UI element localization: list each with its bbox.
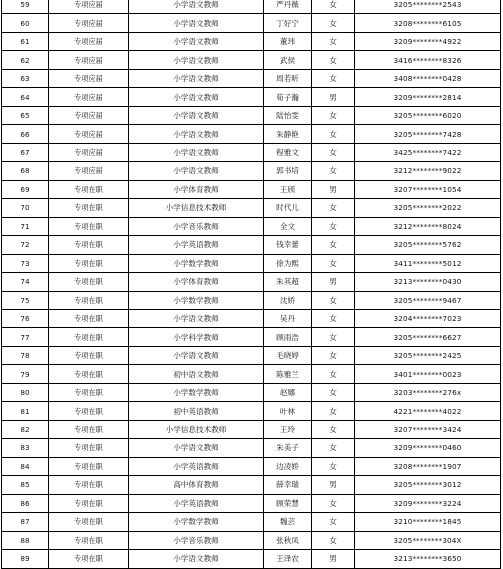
category-cell: 专项在职 [49, 494, 129, 512]
table-row [2, 69, 501, 87]
gender-cell: 女 [312, 143, 355, 161]
id-number-cell: 3205********6020 [355, 106, 501, 124]
table-row [2, 199, 501, 217]
id-number-cell: 3408********0428 [355, 69, 501, 87]
id-number-cell: 3205********9467 [355, 291, 501, 309]
id-number-cell: 3209********4922 [355, 32, 501, 50]
candidate-table [1, 0, 501, 569]
name-cell: 毛晓婷 [264, 346, 312, 364]
position-cell: 小学信息技术教师 [129, 420, 264, 438]
position-cell: 初中语文教师 [129, 365, 264, 383]
table-row [2, 420, 501, 438]
name-cell: 边凌娇 [264, 457, 312, 475]
name-cell: 朱其超 [264, 273, 312, 291]
row-number: 65 [2, 106, 49, 124]
id-number-cell: 3401********0023 [355, 365, 501, 383]
id-number-cell: 3205********6627 [355, 328, 501, 346]
row-number: 60 [2, 14, 49, 32]
position-cell: 小学英语教师 [129, 494, 264, 512]
position-cell: 小学语文教师 [129, 32, 264, 50]
gender-cell: 女 [312, 494, 355, 512]
table-row [2, 328, 501, 346]
id-number-cell: 3205********3012 [355, 476, 501, 494]
gender-cell: 女 [312, 346, 355, 364]
row-number: 64 [2, 88, 49, 106]
gender-cell: 女 [312, 125, 355, 143]
table-row [2, 88, 501, 106]
gender-cell: 女 [312, 106, 355, 124]
gender-cell: 女 [312, 51, 355, 69]
name-cell: 张秋凤 [264, 531, 312, 549]
id-number-cell: 3212********9022 [355, 162, 501, 180]
name-cell: 顾荣慧 [264, 494, 312, 512]
name-cell: 严丹薇 [264, 0, 312, 14]
table-row [2, 125, 501, 143]
position-cell: 小学语文教师 [129, 14, 264, 32]
name-cell: 王颀 [264, 180, 312, 198]
gender-cell: 女 [312, 254, 355, 272]
position-cell: 小学语文教师 [129, 106, 264, 124]
gender-cell: 女 [312, 309, 355, 327]
name-cell: 董玮 [264, 32, 312, 50]
table-row [2, 254, 501, 272]
name-cell: 徐为熙 [264, 254, 312, 272]
id-number-cell: 3205********2543 [355, 0, 501, 14]
name-cell: 叶林 [264, 402, 312, 420]
gender-cell: 女 [312, 199, 355, 217]
name-cell: 郭书培 [264, 162, 312, 180]
id-number-cell: 3209********0460 [355, 439, 501, 457]
gender-cell: 女 [312, 531, 355, 549]
row-number: 79 [2, 365, 49, 383]
category-cell: 专项在职 [49, 199, 129, 217]
gender-cell: 男 [312, 476, 355, 494]
category-cell: 专项在职 [49, 346, 129, 364]
id-number-cell: 3425********7422 [355, 143, 501, 161]
position-cell: 小学数学教师 [129, 383, 264, 401]
category-cell: 专项在职 [49, 309, 129, 327]
table-row [2, 51, 501, 69]
row-number: 85 [2, 476, 49, 494]
gender-cell: 男 [312, 550, 355, 568]
category-cell: 专项在职 [49, 402, 129, 420]
row-number: 87 [2, 513, 49, 531]
gender-cell: 女 [312, 365, 355, 383]
position-cell: 小学语文教师 [129, 51, 264, 69]
table-row [2, 550, 501, 568]
name-cell: 薛幸瑞 [264, 476, 312, 494]
id-number-cell: 3210********1845 [355, 513, 501, 531]
name-cell: 朱静艳 [264, 125, 312, 143]
name-cell: 全文 [264, 217, 312, 235]
name-cell: 朱美子 [264, 439, 312, 457]
category-cell: 专项在职 [49, 236, 129, 254]
row-number: 86 [2, 494, 49, 512]
category-cell: 专项在职 [49, 457, 129, 475]
table-row [2, 457, 501, 475]
position-cell: 小学数学教师 [129, 254, 264, 272]
table-row [2, 531, 501, 549]
table-row [2, 0, 501, 14]
table-row [2, 32, 501, 50]
gender-cell: 女 [312, 32, 355, 50]
position-cell: 小学英语教师 [129, 457, 264, 475]
id-number-cell: 3207********3424 [355, 420, 501, 438]
category-cell: 专项应届 [49, 14, 129, 32]
table-row [2, 346, 501, 364]
category-cell: 专项在职 [49, 180, 129, 198]
position-cell: 小学英语教师 [129, 236, 264, 254]
table-row [2, 273, 501, 291]
id-number-cell: 3411********5012 [355, 254, 501, 272]
table-row [2, 14, 501, 32]
table-row [2, 106, 501, 124]
row-number: 61 [2, 32, 49, 50]
gender-cell: 男 [312, 273, 355, 291]
row-number: 84 [2, 457, 49, 475]
id-number-cell: 3209********3224 [355, 494, 501, 512]
gender-cell: 女 [312, 402, 355, 420]
category-cell: 专项在职 [49, 476, 129, 494]
table-row [2, 236, 501, 254]
table-row [2, 476, 501, 494]
table-row [2, 383, 501, 401]
name-cell: 时代儿 [264, 199, 312, 217]
position-cell: 小学科学教师 [129, 328, 264, 346]
name-cell: 程雅文 [264, 143, 312, 161]
category-cell: 专项在职 [49, 383, 129, 401]
id-number-cell: 3212********8024 [355, 217, 501, 235]
gender-cell: 女 [312, 236, 355, 254]
name-cell: 陆怡雯 [264, 106, 312, 124]
category-cell: 专项应届 [49, 32, 129, 50]
row-number: 67 [2, 143, 49, 161]
row-number: 72 [2, 236, 49, 254]
table-row [2, 513, 501, 531]
name-cell: 魏芸 [264, 513, 312, 531]
position-cell: 小学语文教师 [129, 69, 264, 87]
table-row [2, 291, 501, 309]
table-row [2, 494, 501, 512]
row-number: 89 [2, 550, 49, 568]
id-number-cell: 3207********1054 [355, 180, 501, 198]
id-number-cell: 3208********1907 [355, 457, 501, 475]
name-cell: 钱幸蕾 [264, 236, 312, 254]
row-number: 75 [2, 291, 49, 309]
row-number: 62 [2, 51, 49, 69]
category-cell: 专项应届 [49, 125, 129, 143]
id-number-cell: 3204********7023 [355, 309, 501, 327]
id-number-cell: 3205********5762 [355, 236, 501, 254]
category-cell: 专项在职 [49, 291, 129, 309]
category-cell: 专项应届 [49, 143, 129, 161]
gender-cell: 女 [312, 14, 355, 32]
position-cell: 小学语文教师 [129, 439, 264, 457]
position-cell: 小学语文教师 [129, 346, 264, 364]
category-cell: 专项应届 [49, 106, 129, 124]
row-number: 74 [2, 273, 49, 291]
name-cell: 王玲 [264, 420, 312, 438]
gender-cell: 女 [312, 0, 355, 14]
row-number: 66 [2, 125, 49, 143]
row-number: 73 [2, 254, 49, 272]
position-cell: 小学语文教师 [129, 309, 264, 327]
gender-cell: 女 [312, 69, 355, 87]
id-number-cell: 3205********304X [355, 531, 501, 549]
row-number: 77 [2, 328, 49, 346]
row-number: 69 [2, 180, 49, 198]
gender-cell: 女 [312, 291, 355, 309]
table-row [2, 217, 501, 235]
name-cell: 顾雨浩 [264, 328, 312, 346]
table-row [2, 365, 501, 383]
name-cell: 沈娇 [264, 291, 312, 309]
id-number-cell: 3213********0430 [355, 273, 501, 291]
id-number-cell: 3205********2425 [355, 346, 501, 364]
id-number-cell: 3209********2814 [355, 88, 501, 106]
category-cell: 专项在职 [49, 273, 129, 291]
category-cell: 专项在职 [49, 531, 129, 549]
table-row [2, 309, 501, 327]
position-cell: 小学数学教师 [129, 513, 264, 531]
category-cell: 专项应届 [49, 162, 129, 180]
name-cell: 陈雅兰 [264, 365, 312, 383]
name-cell: 赵娜 [264, 383, 312, 401]
category-cell: 专项应届 [49, 69, 129, 87]
name-cell: 王泽农 [264, 550, 312, 568]
id-number-cell: 3208********6105 [355, 14, 501, 32]
category-cell: 专项在职 [49, 254, 129, 272]
gender-cell: 女 [312, 328, 355, 346]
table-row [2, 143, 501, 161]
category-cell: 专项在职 [49, 217, 129, 235]
row-number: 63 [2, 69, 49, 87]
position-cell: 小学语文教师 [129, 0, 264, 14]
gender-cell: 女 [312, 420, 355, 438]
position-cell: 小学语文教师 [129, 162, 264, 180]
category-cell: 专项在职 [49, 550, 129, 568]
category-cell: 专项应届 [49, 51, 129, 69]
position-cell: 小学音乐教师 [129, 217, 264, 235]
gender-cell: 女 [312, 439, 355, 457]
position-cell: 小学语文教师 [129, 125, 264, 143]
gender-cell: 女 [312, 457, 355, 475]
position-cell: 小学体育教师 [129, 180, 264, 198]
id-number-cell: 3205********7428 [355, 125, 501, 143]
position-cell: 高中体育教师 [129, 476, 264, 494]
category-cell: 专项应届 [49, 88, 129, 106]
position-cell: 小学信息技术教师 [129, 199, 264, 217]
row-number: 81 [2, 402, 49, 420]
category-cell: 专项在职 [49, 328, 129, 346]
row-number: 78 [2, 346, 49, 364]
name-cell: 丁好宁 [264, 14, 312, 32]
table-row [2, 402, 501, 420]
row-number: 83 [2, 439, 49, 457]
position-cell: 小学语文教师 [129, 550, 264, 568]
table-row [2, 180, 501, 198]
id-number-cell: 3416********8326 [355, 51, 501, 69]
category-cell: 专项在职 [49, 513, 129, 531]
gender-cell: 女 [312, 217, 355, 235]
gender-cell: 女 [312, 513, 355, 531]
gender-cell: 男 [312, 180, 355, 198]
id-number-cell: 3203********276x [355, 383, 501, 401]
position-cell: 小学音乐教师 [129, 531, 264, 549]
category-cell: 专项在职 [49, 420, 129, 438]
position-cell: 小学体育教师 [129, 273, 264, 291]
table-row [2, 162, 501, 180]
name-cell: 武侯 [264, 51, 312, 69]
id-number-cell: 4221********4022 [355, 402, 501, 420]
position-cell: 小学数学教师 [129, 291, 264, 309]
table-row [2, 439, 501, 457]
id-number-cell: 3205********2022 [355, 199, 501, 217]
category-cell: 专项应届 [49, 0, 129, 14]
category-cell: 专项在职 [49, 365, 129, 383]
gender-cell: 男 [312, 88, 355, 106]
gender-cell: 女 [312, 383, 355, 401]
id-number-cell: 3213********3650 [355, 550, 501, 568]
position-cell: 小学语文教师 [129, 88, 264, 106]
row-number: 82 [2, 420, 49, 438]
row-number: 59 [2, 0, 49, 14]
row-number: 88 [2, 531, 49, 549]
row-number: 68 [2, 162, 49, 180]
name-cell: 吴丹 [264, 309, 312, 327]
row-number: 70 [2, 199, 49, 217]
table-body [2, 0, 501, 568]
row-number: 80 [2, 383, 49, 401]
position-cell: 小学语文教师 [129, 143, 264, 161]
position-cell: 初中英语教师 [129, 402, 264, 420]
name-cell: 荀子瀚 [264, 88, 312, 106]
row-number: 76 [2, 309, 49, 327]
gender-cell: 女 [312, 162, 355, 180]
name-cell: 周若昕 [264, 69, 312, 87]
category-cell: 专项在职 [49, 439, 129, 457]
row-number: 71 [2, 217, 49, 235]
